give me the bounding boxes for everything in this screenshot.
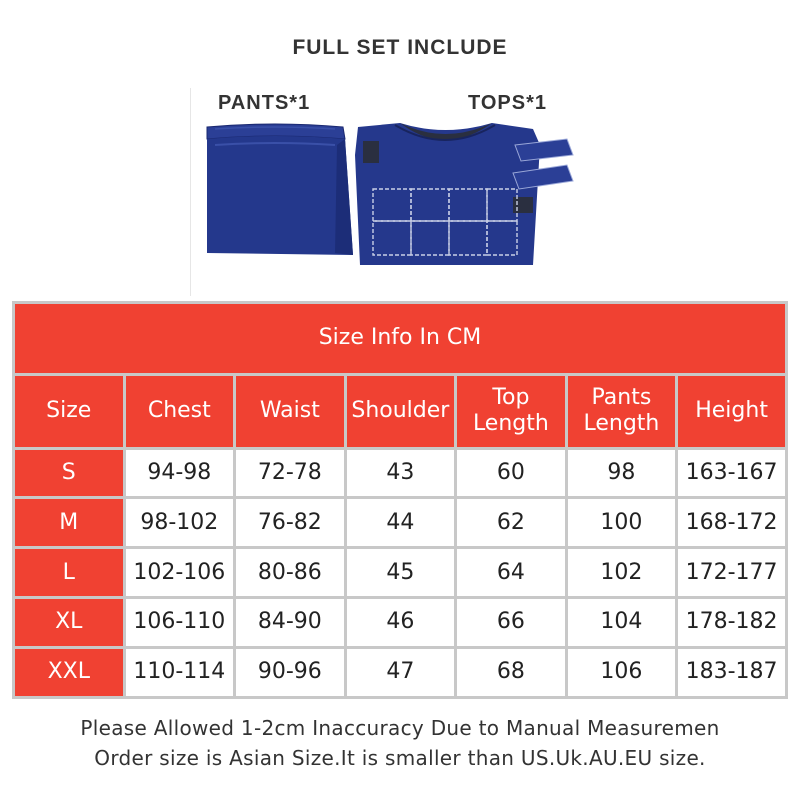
table-row: [15, 599, 785, 646]
top-length-cell: 62: [457, 499, 565, 546]
top-length-cell: 68: [457, 649, 565, 696]
table-row: [15, 649, 785, 696]
table-header-row: [15, 376, 785, 447]
size-cell: S: [15, 450, 123, 497]
shoulder-cell: 45: [347, 549, 455, 596]
top-length-cell: 64: [457, 549, 565, 596]
top-image: [355, 123, 573, 265]
height-cell: 168-172: [678, 499, 785, 546]
shoulder-cell: 47: [347, 649, 455, 696]
pants-image: [207, 124, 353, 255]
pants-length-cell: 106: [568, 649, 676, 696]
chest-cell: 106-110: [126, 599, 234, 646]
size-chart-table: [12, 301, 788, 699]
chest-cell: 110-114: [126, 649, 234, 696]
chest-cell: 94-98: [126, 450, 234, 497]
column-header-chest: Chest: [126, 376, 234, 447]
size-cell: XL: [15, 599, 123, 646]
waist-cell: 80-86: [236, 549, 344, 596]
shoulder-cell: 43: [347, 450, 455, 497]
waist-cell: 90-96: [236, 649, 344, 696]
product-image: [195, 115, 595, 295]
pants-length-cell: 102: [568, 549, 676, 596]
size-cell: XXL: [15, 649, 123, 696]
table-row: [15, 549, 785, 596]
table-row: [15, 450, 785, 497]
table-row: [15, 499, 785, 546]
size-note: Order size is Asian Size.It is smaller than US.Uk.AU.EU size.: [94, 746, 706, 770]
column-header-waist: Waist: [236, 376, 344, 447]
size-cell: M: [15, 499, 123, 546]
chest-cell: 98-102: [126, 499, 234, 546]
table-title: Size Info In CM: [15, 304, 785, 373]
pants-length-cell: 104: [568, 599, 676, 646]
pants-label: PANTS*1: [218, 92, 311, 114]
top-length-cell: 60: [457, 450, 565, 497]
size-cell: L: [15, 549, 123, 596]
pants-length-cell: 98: [568, 450, 676, 497]
shoulder-cell: 44: [347, 499, 455, 546]
waist-cell: 76-82: [236, 499, 344, 546]
column-header-top-length: Top Length: [457, 376, 565, 447]
column-header-height: Height: [678, 376, 785, 447]
table-title-row: [15, 304, 785, 373]
divider: [190, 88, 191, 296]
column-header-shoulder: Shoulder: [347, 376, 455, 447]
pants-length-cell: 100: [568, 499, 676, 546]
waist-cell: 84-90: [236, 599, 344, 646]
height-cell: 172-177: [678, 549, 785, 596]
chest-cell: 102-106: [126, 549, 234, 596]
column-header-pants-length: Pants Length: [568, 376, 676, 447]
page-title: FULL SET INCLUDE: [292, 36, 508, 59]
column-header-size: Size: [15, 376, 123, 447]
height-cell: 178-182: [678, 599, 785, 646]
waist-cell: 72-78: [236, 450, 344, 497]
accuracy-note: Please Allowed 1-2cm Inaccuracy Due to Manual Measuremen: [80, 716, 720, 740]
shoulder-cell: 46: [347, 599, 455, 646]
top-length-cell: 66: [457, 599, 565, 646]
height-cell: 183-187: [678, 649, 785, 696]
tops-label: TOPS*1: [468, 92, 547, 114]
height-cell: 163-167: [678, 450, 785, 497]
